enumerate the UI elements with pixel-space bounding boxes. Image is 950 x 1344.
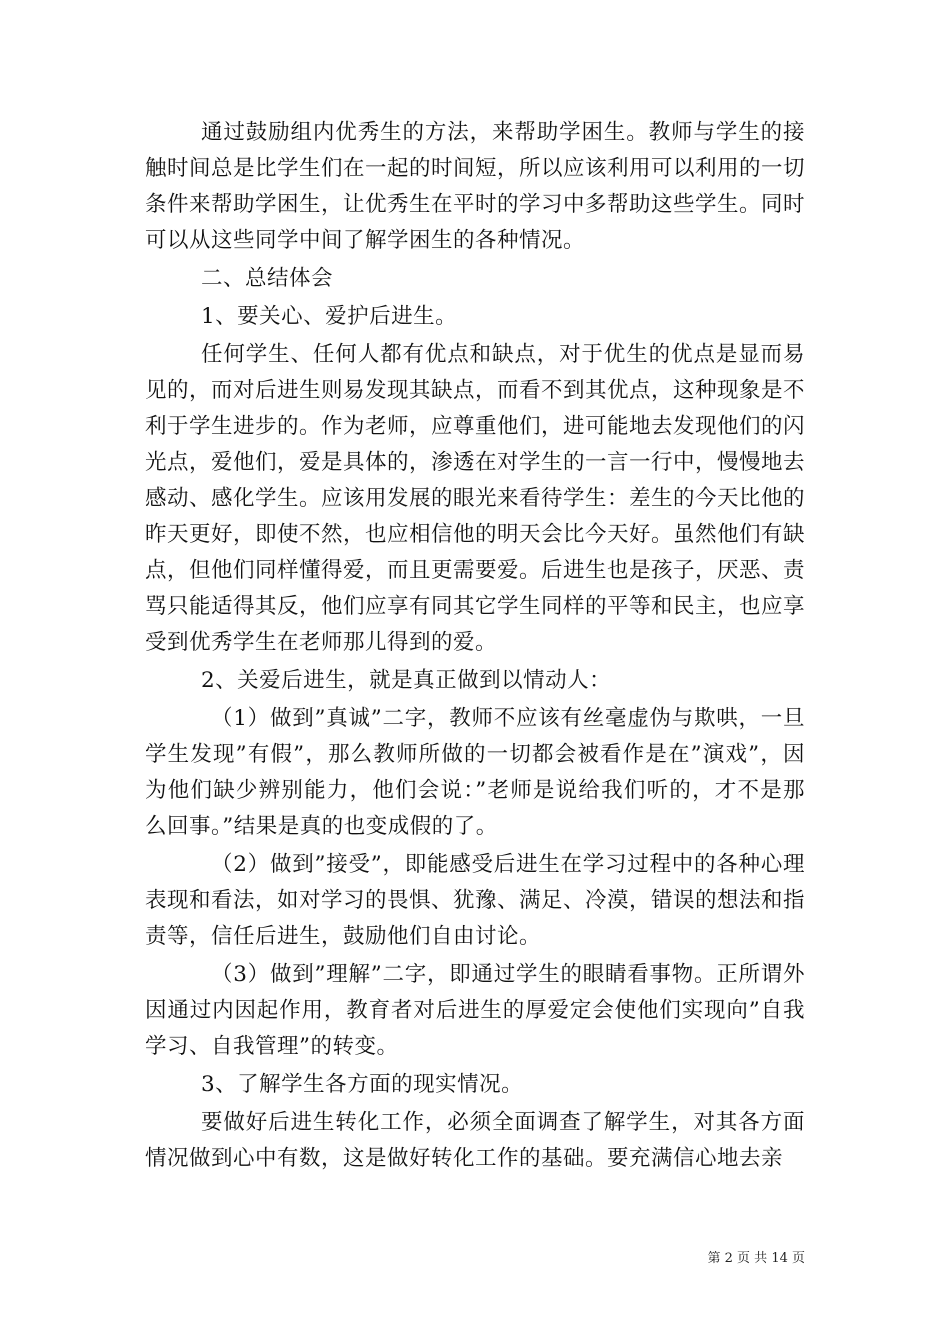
paragraph-3: 要做好后进生转化工作，必须全面调查了解学生，对其各方面情况做到心中有数，这是做好转化工作的基础。要充满信心地去亲 bbox=[145, 1110, 805, 1171]
body-text bbox=[145, 115, 805, 1179]
item-3: （3）做到”理解”二字，即通过学生的眼睛看事物。正所谓外因通过内因起作用，教育者对后进生的厚爱定会使他们实现向”自我学习、自我管理”的转变。 bbox=[145, 962, 805, 1059]
section-heading: 二、总结体会 bbox=[201, 266, 334, 291]
paragraph-1: 通过鼓励组内优秀生的方法，来帮助学困生。教师与学生的接触时间总是比学生们在一起的时间短，所以应该利用可以利用的一切条件来帮助学困生，让优秀生在平时的学习中多帮助这些学生。同时可以从这些同学中间了解学困生的各种情况。 bbox=[145, 120, 806, 253]
subheading-3: 3、了解学生各方面的现实情况。 bbox=[201, 1072, 524, 1097]
page-number: 第 2 页 共 14 页 bbox=[707, 1251, 805, 1266]
item-1: （1）做到”真诚”二字，教师不应该有丝毫虚伪与欺哄，一旦学生发现”有假”，那么教师所做的一切都会被看作是在”演戏”，因为他们缺少辨别能力，他们会说：”老师是说给我们听的，才不是那么回事。”结果是真的也变成假的了。 bbox=[145, 706, 805, 839]
item-2: （2）做到”接受”，即能感受后进生在学习过程中的各种心理表现和看法，如对学习的畏惧、犹豫、满足、冷漠，错误的想法和指责等，信任后进生，鼓励他们自由讨论。 bbox=[145, 852, 806, 949]
subheading-2: 2、关爱后进生，就是真正做到以情动人： bbox=[201, 668, 612, 693]
paragraph-2: 任何学生、任何人都有优点和缺点，对于优生的优点是显而易见的，而对后进生则易发现其缺点，而看不到其优点，这种现象是不利于学生进步的。作为老师，应尊重他们，进可能地去发现他们的闪光点，爱他们，爱是具体的，渗透在对学生的一言一行中，慢慢地去感动、感化学生。应该用发展的眼光来看待学生：差生的今天比他的昨天更好，即使不然，也应相信他的明天会比今天好。虽然他们有缺点，但他们同样懂得爱，而且更需要爱。后进生也是孩子，厌恶、责骂只能适得其反，他们应享有同其它学生同样的平等和民主，也应享受到优秀学生在老师那儿得到的爱。 bbox=[145, 342, 806, 655]
subheading-1: 1、要关心、爱护后进生。 bbox=[201, 304, 458, 329]
